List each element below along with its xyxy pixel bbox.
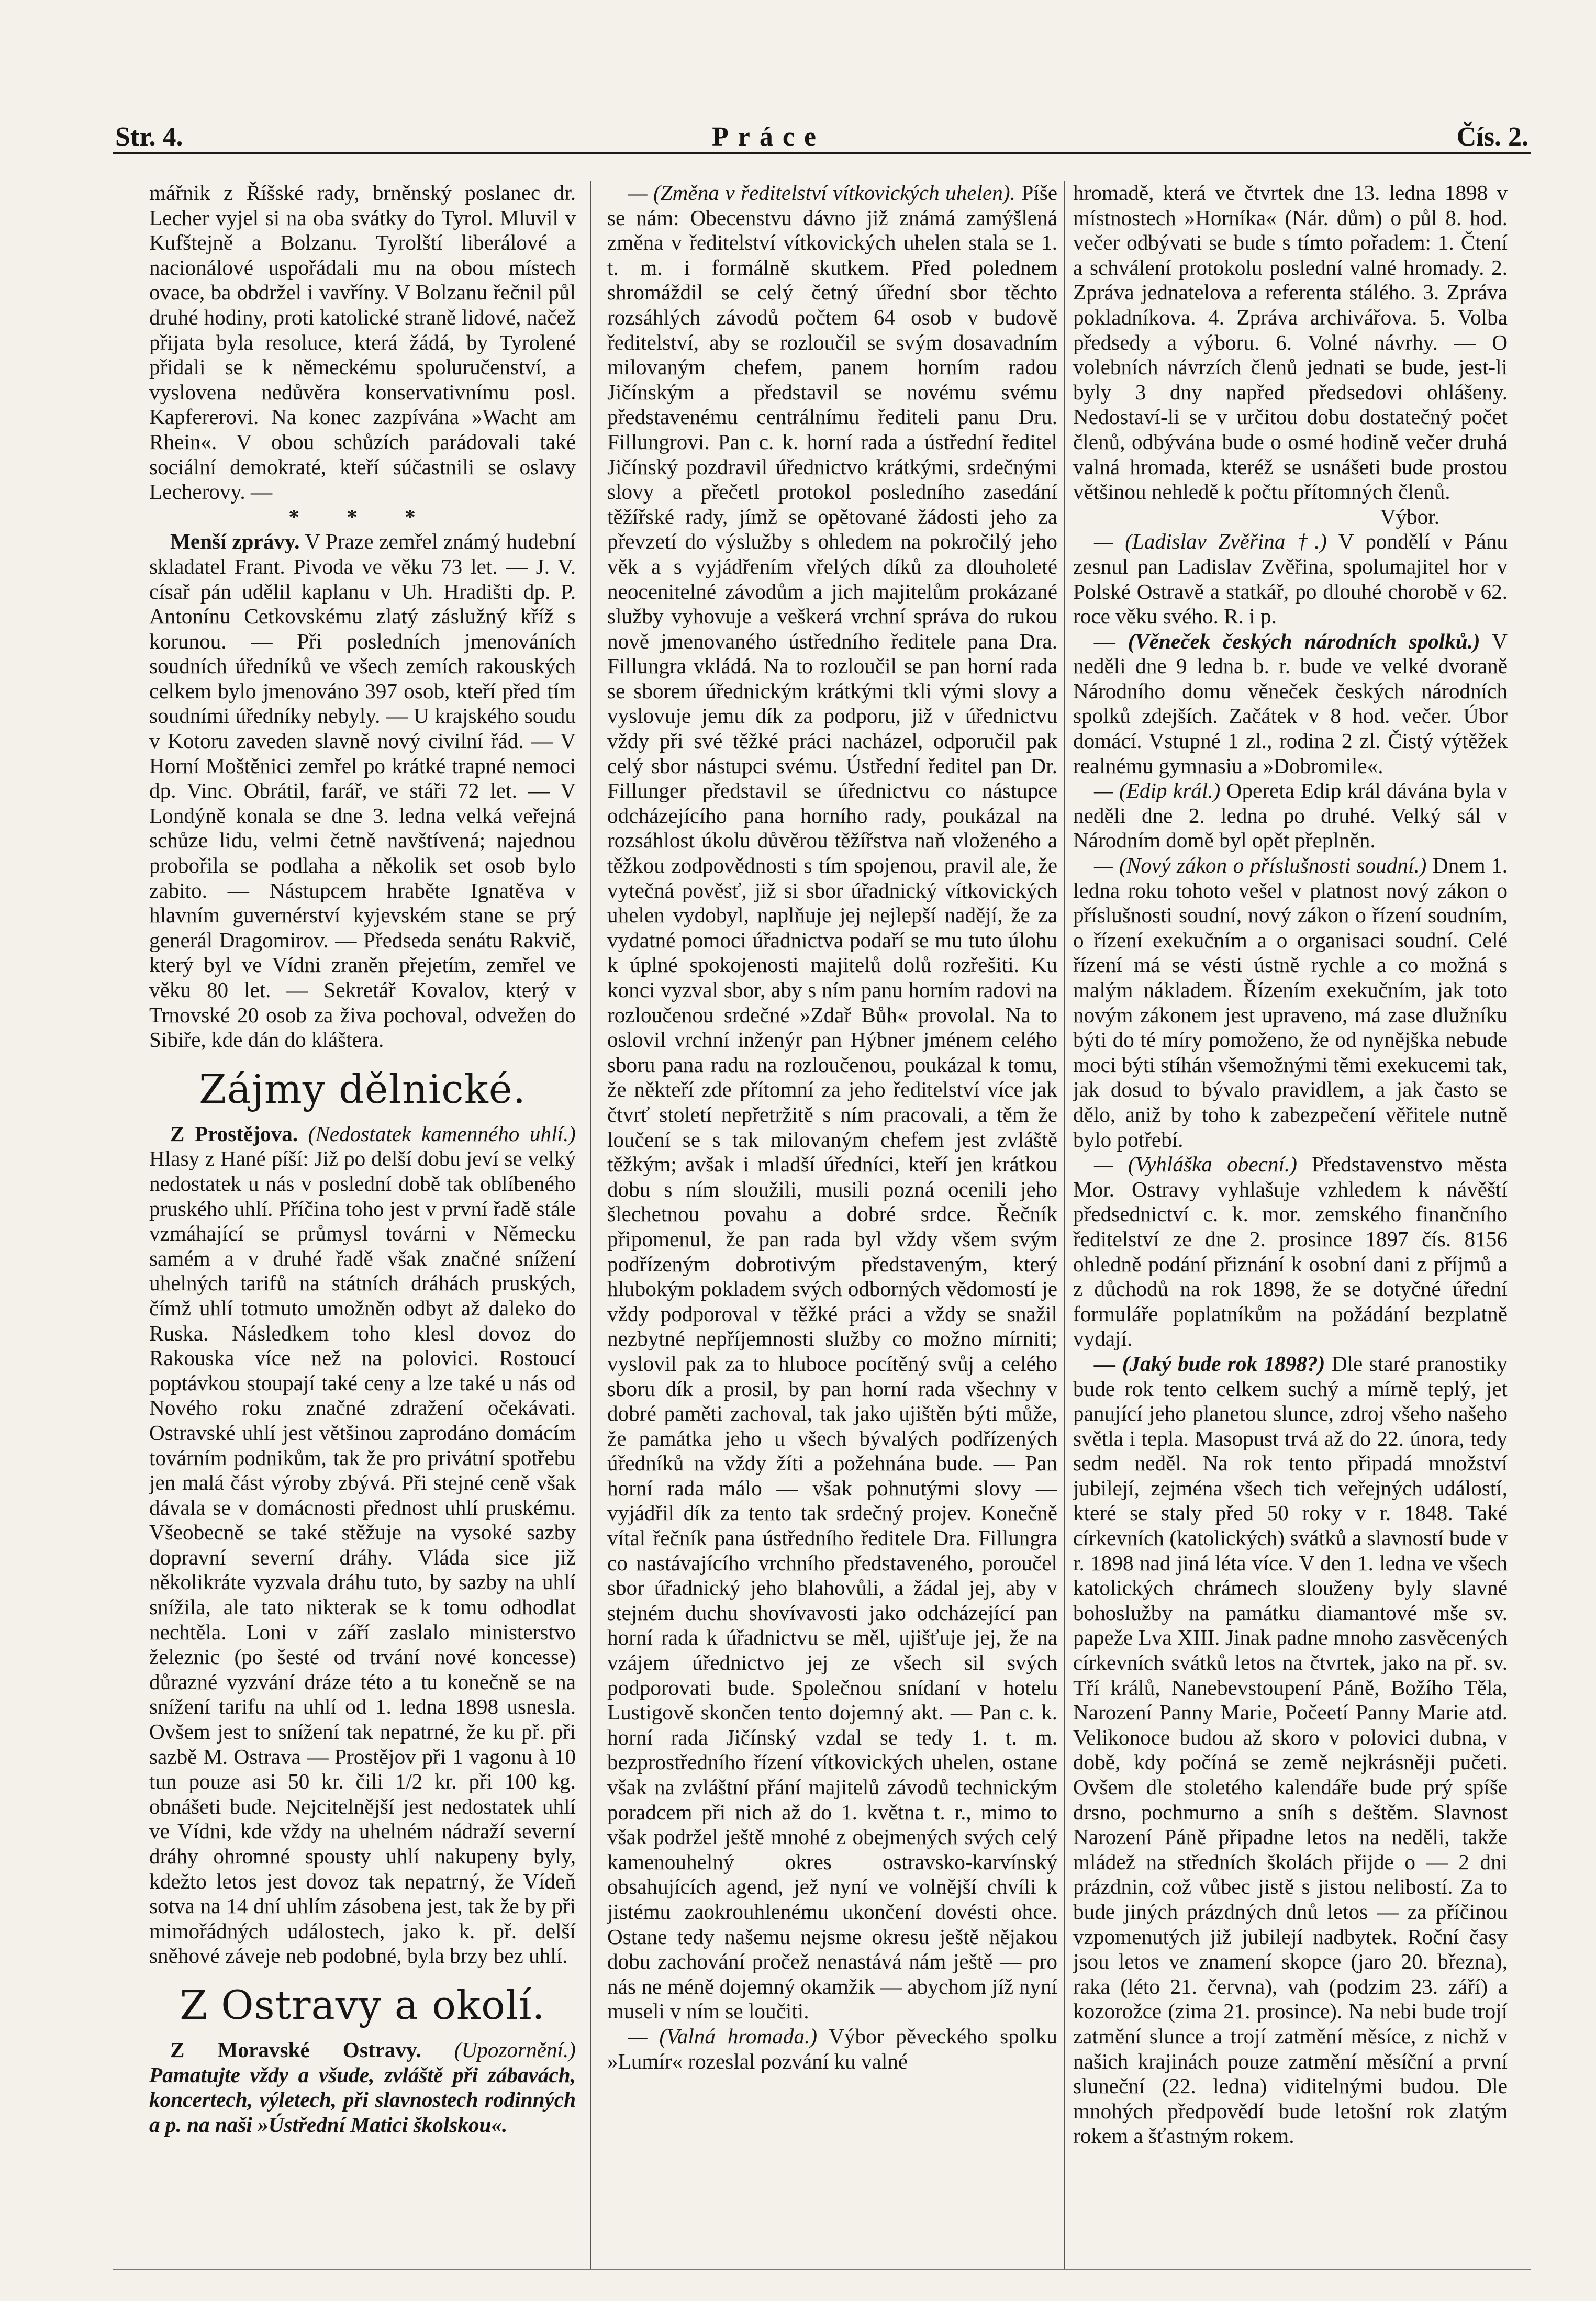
valna-hromada-continued: hromadě, která ve čtvrtek dne 13. ledna 1898 v místnostech »Horníka« (Nár. dům) o půl 8. hod. večer odbývati se bude s tímto pořadem: 1. Čtení a schválení protokolu poslední valné hromady. 2. Zpráva jednatelova a referenta stálého. 3. Zpráva pokladníkova. 4. Zpráva archivářova. 5. Volba předsedy a výboru. 6. Volné návrhy. — O volebních návrzích členů jednati se bude, jest-li byly 3 dny napřed předsedovi ohlášeny. Nedostaví-li se v určitou dobu dostatečný počet členů, odbývána bude o osmé hodině večer druhá valná hromada, kteréž se usnášeti bude prostou většinou nehledě k počtu přítomných členů. bbox=[1073, 181, 1508, 504]
prostejov-subtitle: (Nedostatek kamenného uhlí.) bbox=[308, 1121, 576, 1146]
venecek-text: V neděli dne 9 ledna b. r. bude ve velké dvoraně Národního domu věneček českých národních spolků zdejších. Začátek v 8 hod. večer. Úbor domácí. Vstupné 1 zl., rodina 2 zl. Čistý výtěžek realnému gymnasiu a »Dobromile«. bbox=[1073, 629, 1508, 778]
ostrava-lead: Z Moravské Ostravy. bbox=[170, 2037, 421, 2062]
article-vitkovice bbox=[607, 181, 1057, 2024]
article-vyhlaska bbox=[1073, 1152, 1508, 1351]
article-edip bbox=[1073, 778, 1508, 853]
page-number: Str. 4. bbox=[115, 122, 183, 152]
newspaper-title: Práce bbox=[712, 122, 826, 152]
novy-zakon-subtitle: — (Nový zákon o příslušnosti soudní.) bbox=[1094, 853, 1427, 878]
section-stars: * * * bbox=[288, 504, 437, 529]
article-novy-zakon bbox=[1073, 853, 1508, 1152]
venecek-subtitle: — (Věneček českých národních spolků.) bbox=[1094, 629, 1480, 653]
ostrava-subtitle: (Upozornění.) bbox=[454, 2037, 576, 2062]
header-rule bbox=[113, 152, 1531, 154]
rok-1898-text: Dle staré pranostiky bude rok tento celkem suchý a mírně teplý, jet panující jeho planetou slunce, zdroj všeho našeho světla i tepla. Masopust trvá až do 22. února, tedy sedm neděl. Na rok tento připadá množství jubilejí, zejména všech tich veřejných událostí, které se staly před 50 roky v r. 1848. Také církevních (katolických) svátků a slavností bude v r. 1898 nad jiná léta více. V den 1. ledna ve všech katolických chrámech slouženy byly slavné bohoslužby na památku diamantové mše sv. papeže Lva XIII. Jinak padne mnoho zasvěcených církevních svátků letos na čtvrtek, jako na př. sv. Tří králů, Nanebevstoupení Páně, Božího Těla, Narození Panny Marie, Počeetí Panny Marie atd. Velikonoce budou až skoro v polovici dubna, v době, kdy počíná se země nejkrásněji pučeti. Ovšem dle stoletého kalendáře bude prý spíše drsno, pochmurno a sníh s deštěm. Slavnost Narození Páně připadne letos na neděli, takže mládež na středních školách přijde o — 2 dni prázdnin, což vůbec jistě s jistou nelibostí. Za to bude jiných prázdných dnů letos — za příčinou vzpomenutých již jubilejí nadbytek. Roční časy jsou letos ve znamení skopce (jaro 20. března), raka (léto 21. června), vah (podzim 23. září) a kozorožce (zima 21. prosince). Na nebi bude trojí zatmění slunce a trojí zatmění měsíce, z nichž v našich krajinách pouze zatmění měsíční a první sluneční (22. ledna) viditelnými budou. Dle mnohých předpovědí bude letošní rok zlatým rokem a šťastným rokem. bbox=[1073, 1351, 1508, 2148]
rok-1898-subtitle: — (Jaký bude rok 1898?) bbox=[1094, 1351, 1325, 1376]
edip-subtitle: — (Edip král.) bbox=[1094, 778, 1221, 803]
short-news-lead: Menší zprávy. bbox=[170, 529, 300, 554]
valna-hromada-text: Výbor pěveckého spolku »Lumír« rozeslal pozvání ku valné bbox=[607, 2024, 1057, 2073]
article-venecek bbox=[1073, 629, 1508, 779]
column-2 bbox=[607, 181, 1057, 2269]
zverina-text: V pondělí v Pánu zesnul pan Ladislav Zvěřina, spolumajitel hor v Polské Ostravě a statkář, po dlouhé chorobě v 62. roce věku svého. R. i p. bbox=[1073, 529, 1508, 629]
section-heading-ostrava: Z Ostravy a okolí. bbox=[180, 1981, 545, 2028]
prostejov-text: Hlasy z Hané píší: Již po delší dobu jeví se velký nedostatek u nás v poslední době tak oblíbeného pruského uhlí. Příčina toho jest v první řadě stále vzmáhající se průmysl továrni v Německu samém a v druhé řadě však značné snížení uhelných tarifů na státních dráhách pruských, čímž uhlí totmuto umožněn odbyt až daleko do Ruska. Následkem toho klesl dovoz do Rakouska více než na polovici. Rostoucí poptávkou stoupají také ceny a lze také u nás od Nového roku značné zdražení očekávati. Ostravské uhlí jest většinou zaprodáno domácím továrním podnikům, tak že pro privátní spotřebu jen malá část výroby zbývá. Při stejné ceně však dávala se v domácnosti přednost uhlí pruskému. Všeobecně se také stěžuje na vysoké sazby dopravní severní dráhy. Vláda sice již několikráte vyzvala dráhu tuto, by sazby na uhlí snížila, ale tato nikterak se k tomu odhodlat nechtěla. Loni v září zaslalo ministerstvo železnic (po šesté od trvání nové koncesse) důrazné vyzvání dráze této a tu konečně se na snížení tarifu na uhlí od 1. ledna 1898 usnesla. Ovšem jest to snížení tak nepatrné, že ku př. při sazbě M. Ostrava — Prostějov při 1 vagonu à 10 tun pouze asi 50 kr. čili 1/2 kr. při 100 kg. obnášeti bude. Nejcitelnější jest nedostatek uhlí ve Vídni, kde vždy na uhelném nádraží severní dráhy ohromné spousty uhlí nakupeny byly, kdežto letos jest dovoz tak nepatrný, že Vídeň sotva na 14 dní uhlím zásobena jest, tak že by při mimořádných událostech, jako k. př. delší sněhové záveje neb podobné, byla brzy bez uhlí. bbox=[149, 1146, 576, 1968]
zverina-subtitle: — (Ladislav Zvěřina †.) bbox=[1094, 529, 1327, 554]
prostejov-lead: Z Prostějova. bbox=[170, 1121, 298, 1146]
article-lecher: mářnik z Říšské rady, brněnský poslanec dr. Lecher vyjel si na oba svátky do Tyrol. Mluvil v Kufštejně a Bolzanu. Tyrolští liberálové a nacionálové uspořádali mu na obou místech ovace, ba obdržel i vavříny. V Bolzanu řečnil půl druhé hodiny, proti katolické straně lidové, načež přijata byla resoluce, která žádá, by Tyrolené přidali se k německému spoluručenství, a vyslovena nedůvěra konservativnímu posl. Kapfererovi. Na konec zazpívána »Wacht am Rhein«. V obou schůzích parádovali také sociální demokraté, kteří súčastnili se oslavy Lecherovy. — bbox=[149, 181, 576, 504]
vitkovice-text: Píše se nám: Obecenstvu dávno již známá zamýšlená změna v ředitelství vítkovických uhelen stala se 1. t. m. i formálně skutkem. Před polednem shromáždil se celý četný úřední sbor těchto rozsáhlých závodů počtem 64 osob v budově ředitelství, aby se rozloučil se svým dosavadním milovaným chefem, panem horním radou Jičínským a představil se novému svému představenému centrálnímu řediteli panu Dru. Fillungrovi. Pan c. k. horní rada a ústřední ředitel Jičínský pozdravil úřednictvo krátkými, srdečnými slovy a přečetl protokol posledního zasedání těžířské rady, jímž se opětované žádosti jeho za převzetí do výslužby s ohledem na pokročilý jeho věk a s vyjádřením vřelých díků za dlouholeté neocenitelné závodům a jich majitelům prokázané služby vyhovuje a veškerá vrchní správa do rukou nově jmenovaného ústředního ředitele pana Dra. Fillungra vkládá. Na to rozloučil se pan horní rada se sborem úřednickým krátkými tkli vými slovy a vyslovuje jemu dík za podporu, již v úřednictvu vždy při své těžké práci nacházel, odporučil pak celý sbor nástupci svému. Ústřední ředitel pan Dr. Fillunger představil se úřednictvu co nástupce odcházejícího pana horního rady, poukázal na rozsáhlost úkolu důvěrou těžířstva naň vloženého a těžkou zodpovědnosti s tím spojenou, pravil ale, že vytečná pověsť, již si sbor úřadnický vítkovických uhelen vydobyl, naplňuje jej nejlepší nadějí, že za vydatné pomoci úřadnictva podaří se mu tuto úlohu k úplné spokojenosti majitelů dolů rozřešiti. Ku konci vyzval sbor, aby s ním panu horním radovi na rozloučenou srdečné »Zdař Bůh« provolal. Na to oslovil vrchní inženýr pan Hýbner jménem celého sboru pana radu na rozloučenou, poukázal k tomu, že někteří zde přítomní za jeho ředitelství více jak čtvrť století nepřetržitě s ním pracovali, a těm že loučení se s tak milovaným chefem jest zvláště těžkým; avšak i mladší úředníci, kteří jen krátkou dobu s ním sloužili, musili pozná ocenili jeho šlechetnou povahu a dobré srdce. Řečník připomenul, že pan rada byl vždy všem svým podřízeným dobrotivým představeným, který hlubokým pokladem svých odborných vědomostí je vždy podporoval v těžké práci a vždy se snažil nezbytné nepříjemnosti služby co možno mírniti; vyslovil pak za to hluboce pocítěný svůj a celého sboru dík a prosil, by pan horní rada všechny v dobré paměti zachoval, tak jako ujištěn býti může, že památka jeho u všech bývalých podřízených úředníků na vždy žíti a požehnána bude. — Pan horní rada málo — však pohnutými slovy — vyjádřil dík za tento tak srdečný projev. Konečně vítal řečník pana ústředního ředitele Dra. Fillungra co nastávajícího vrchního představeného, poroučel sbor úřadnický jeho blahovůli, a žádal jej, aby v stejném duchu shovívavosti jako odcházející pan horní rada k úřadnictvu se měl, ujišťuje jej, že na vzájem úřednictvo jej ze všech sil svých podporovati bude. Společnou snídaní v hotelu Lustigově skončen tento dojemný akt. — Pan c. k. horní rada Jičínský vzdal se tedy 1. t. m. bezprostředního řízení vítkovických uhelen, ostane však na zvláštní přání majitelů závodů technickým poradcem při nich až do 1. května t. r., mimo to však podržel ještě mnohé z obejmených svých celý kamenouhelný okres ostravsko-karvínský obsahujících agend, jež nyní ve volnější chvíli k jistému zaokrouhlenému ukončení dovésti ohce. Ostane tedy našemu nejsme okresu ještě nějakou dobu zachování pročež nenastává nám ještě — pro nás ne méně dojemný okamžik — abychom jíž nyní museli v ním se loučiti. bbox=[607, 181, 1057, 2024]
novy-zakon-text: Dnem 1. ledna roku tohoto vešel v platnost nový zákon o příslušnosti soudní, nový zákon o řízení soudním, o řízení exekučním a o organisaci soudní. Celé řízení má se vésti ústně rychle a co možná s malým nákladem. Řízením exekučním, jak toto novým zákonem jest upraveno, má zase dlužníku býti do té míry pomoženo, že od nynějška nebude moci býti stíhán všemožnými těmi exekucemi tak, jak dosud to bývalo pravidlem, a jak často se dělo, aniž by toho k zabezpečení věřitele nutně bylo potřebí. bbox=[1073, 853, 1508, 1152]
edip-text: Opereta Edip král dávána byla v neděli dne 2. ledna po druhé. Velký sál v Národním domě byl opět přeplněn. bbox=[1073, 778, 1508, 853]
section-heading-workers: Zájmy dělnické. bbox=[199, 1065, 526, 1112]
short-news-text: V Praze zemřel známý hudební skladatel Frant. Pivoda ve věku 73 let. — J. V. císař pán udělil kaplanu v Uh. Hradišti dp. P. Antonínu Cetkovskému zlatý záslužný kříž s korunou. — Při posledních jmenováních soudních úředníků ve všech zemích rakouských celkem bylo jmenováno 397 osob, kteří před tím soudními úředníky nebyly. — U krajského soudu v Kotoru zaveden slavně nový civilní řád. — V Horní Moštěnici zemřel po krátké trapné nemoci dp. Vinc. Obrátil, farář, ve stáři 72 let. — V Londýně konala se dne 3. ledna velká veřejná schůze lidu, velmi četně navštívená; najednou probořila se podlaha a několik set osob bylo zabito. — Nástupcem hraběte Ignatěva v hlavním guvernérství kyjevském stane se prý generál Dragomirov. — Předseda senátu Rakvič, který byl ve Vídni zraněn přejetím, zemřel ve věku 80 let. — Sekretář Kovalov, který v Trnovské 20 osob za živa pochoval, odvežen do Sibiře, kde dán do kláštera. bbox=[149, 529, 576, 1052]
ostrava-text: Pamatujte vždy a všude, zvláště při zábavách, koncertech, výletech, při slavnostech rodinných a p. na naši »Ústřední Matici školskou«. bbox=[149, 2062, 576, 2137]
article-rok-1898 bbox=[1073, 1351, 1508, 2149]
footer-rule bbox=[113, 2269, 1531, 2270]
vitkovice-subtitle: — (Změna v ředitelství vítkovických uhelen). bbox=[628, 181, 1015, 205]
article-short-news bbox=[149, 529, 576, 1052]
column-3 bbox=[1073, 181, 1508, 2269]
article-zverina bbox=[1073, 529, 1508, 629]
article-ostrava-notice bbox=[149, 2038, 576, 2137]
signature-vybor: Výbor. bbox=[1380, 504, 1439, 529]
vyhlaska-text: Představenstvo města Mor. Ostravy vyhlašuje vzhledem k návěští předsednictví c. k. mor. zemského finančního ředitelství ze dne 2. prosince 1897 čís. 8156 ohledně podání přiznání k osobní dani z příjmů a z důchodů na rok 1898, že se dotyčné úřední formuláře poplatníkům na požádání bezplatně vydají. bbox=[1073, 1152, 1508, 1351]
article-prostejov bbox=[149, 1122, 576, 1969]
valna-hromada-subtitle: — (Valná hromada.) bbox=[628, 2024, 818, 2048]
column-divider-2 bbox=[1064, 181, 1065, 2269]
column-divider-1 bbox=[590, 181, 591, 2269]
column-1 bbox=[149, 181, 576, 2269]
article-valna-hromada bbox=[607, 2024, 1057, 2074]
issue-number: Čís. 2. bbox=[1456, 122, 1528, 152]
vyhlaska-subtitle: — (Vyhláška obecní.) bbox=[1094, 1152, 1297, 1177]
